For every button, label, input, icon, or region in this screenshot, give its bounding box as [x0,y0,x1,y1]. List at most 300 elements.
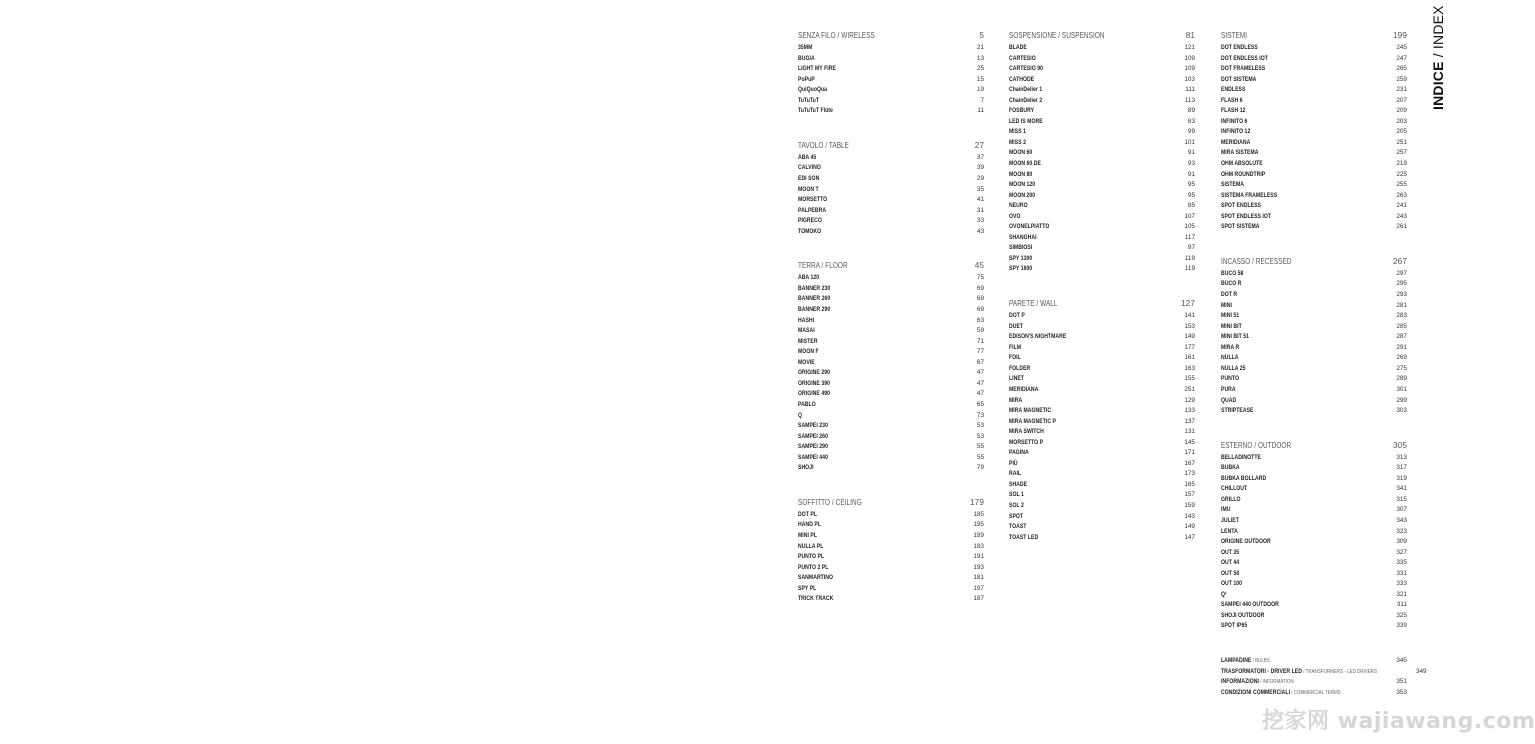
index-entry [1221,364,1407,375]
index-entry [798,584,984,595]
entry-name: SAMPEI 260 [798,432,828,440]
index-entry [1009,522,1195,533]
appendix-label-en: / BULBS [1251,658,1270,664]
entry-name: ORIGINE OUTDOOR [1221,538,1271,546]
entry-page-number: 203 [1396,117,1407,125]
entry-page-number: 307 [1396,506,1407,514]
appendix-label-it: TRASFORMATORI - DRIVER LED [1221,667,1302,675]
index-entry [1009,96,1195,107]
entry-page-number: 283 [1396,312,1407,320]
entry-page-number: 69 [976,306,984,314]
section-page-number: 45 [974,261,984,271]
index-section [798,138,984,237]
index-entry [1221,527,1407,538]
entry-page-number: 103 [1184,75,1195,83]
entry-name: BUGIA [798,54,815,62]
index-entry [1009,332,1195,343]
entry-name: PIGRECO [798,217,822,225]
entry-page-number: 79 [976,464,984,472]
index-entry [798,542,984,553]
entry-page-number: 53 [976,422,984,430]
entry-name: HASHI [798,316,815,324]
index-entry [798,552,984,563]
entry-page-number: 19 [976,86,984,94]
entry-page-number: 323 [1396,527,1407,535]
index-entry [1221,201,1407,212]
entry-name: OUT 58 [1221,569,1240,577]
index-entry [1009,480,1195,491]
entry-name: DOT P [1009,312,1025,320]
entry-name: SISTEMA [1221,181,1245,189]
entry-name: OVO [1009,212,1021,220]
index-entry [1009,343,1195,354]
entry-page-number: 341 [1396,485,1407,493]
index-entry [1221,43,1407,54]
entry-page-number: 243 [1396,212,1407,220]
entry-name: QUAD [1221,396,1237,404]
index-entry [1009,64,1195,75]
entry-page-number: 193 [973,563,984,571]
entry-name: PoPuP [798,75,815,83]
entry-name: SHADE [1009,480,1028,488]
entry-page-number: 73 [976,411,984,419]
entry-page-number: 47 [976,369,984,377]
entry-name: BANNER 260 [798,295,831,303]
index-entry [1009,406,1195,417]
index-entry [798,358,984,369]
index-section [1221,254,1407,417]
index-entry [1009,159,1195,170]
entry-page-number: 63 [976,316,984,324]
entry-page-number: 187 [973,595,984,603]
entry-name: SPOT [1009,512,1024,520]
entry-page-number: 245 [1396,44,1407,51]
index-entry [798,96,984,107]
index-entry [798,305,984,316]
entry-name: BUCO 58 [1221,269,1244,277]
entry-page-number: 263 [1396,191,1407,199]
index-entry [1009,180,1195,191]
index-entry [1221,385,1407,396]
entry-page-number: 117 [1184,233,1195,241]
entry-name: MOON T [798,185,819,193]
entry-name: MOON 80 [1009,170,1033,178]
entry-name: MOVIE [798,358,815,366]
entry-name: NULLA 25 [1221,364,1246,372]
appendix-list [1221,656,1427,698]
index-entry [798,64,984,75]
entry-name: CARTESIO [1009,54,1036,62]
entry-page-number: 141 [1184,312,1195,320]
entry-name: 35MM [798,44,813,51]
entry-name: ORIGINE 390 [798,379,830,387]
index-entry [798,174,984,185]
entry-page-number: 321 [1396,590,1407,598]
index-entry [1221,279,1407,290]
entry-name: HAND PL [798,521,822,529]
appendix-label [1221,656,1270,667]
entry-name: FOIL [1009,354,1021,362]
entry-page-number: 335 [1396,559,1407,567]
index-entry [798,379,984,390]
index-entry [1009,243,1195,254]
entry-page-number: 261 [1396,223,1407,231]
entry-name: EDI SON [798,175,820,183]
entry-page-number: 167 [1184,459,1195,467]
index-entry [1009,417,1195,428]
entry-name: TOAST LED [1009,533,1039,541]
entry-page-number: 55 [976,453,984,461]
entry-name: DOT SISTEMA [1221,75,1257,83]
index-entry [798,563,984,574]
index-entry [1009,127,1195,138]
entry-name: MINI BIT 51 [1221,333,1249,341]
appendix-page-number: 349 [1415,667,1427,675]
index-entry [1009,43,1195,54]
entry-name: GRILLO [1221,495,1241,503]
entry-name: BELLADINOTTE [1221,453,1261,461]
entry-name: PIÙ [1009,459,1018,467]
entry-name: INFINITO 6 [1221,117,1248,125]
entry-name: ENDLESS [1221,86,1246,94]
entry-page-number: 75 [976,274,984,282]
index-entry [1221,611,1407,622]
index-entry [1009,191,1195,202]
entry-page-number: 41 [976,196,984,204]
index-column-2 [1009,28,1195,543]
entry-name: MINI 51 [1221,312,1240,320]
appendix-page-number: 345 [1396,657,1407,664]
index-section [798,495,984,605]
index-entry [1221,54,1407,65]
entry-page-number: 85 [1187,202,1195,210]
entry-page-number: 105 [1184,223,1195,231]
entry-name: CARTESIO 90 [1009,65,1043,73]
index-entry [1221,117,1407,128]
index-entry [798,185,984,196]
entry-page-number: 33 [976,217,984,225]
entry-page-number: 93 [1187,160,1195,168]
section-title: INCASSO / RECESSED [1221,256,1292,266]
entry-name: TOMOKO [798,227,822,235]
entry-page-number: 53 [976,432,984,440]
section-heading [1009,28,1195,43]
entry-page-number: 129 [1184,396,1195,404]
index-entry [1221,396,1407,407]
entry-name: DOT ENDLESS [1221,44,1258,51]
entry-name: CATHODE [1009,75,1035,83]
index-entry [1009,459,1195,470]
index-entry [1221,138,1407,149]
appendix-label-it: CONDIZIONI COMMERCIALI [1221,688,1291,696]
entry-page-number: 195 [973,521,984,529]
index-entry [1009,469,1195,480]
index-entry [1221,600,1407,611]
entry-page-number: 109 [1184,54,1195,62]
entry-name: SOL 1 [1009,491,1024,499]
index-entry [1221,191,1407,202]
entry-page-number: 131 [1184,428,1195,436]
entry-page-number: 343 [1396,516,1407,524]
entry-name: SANMARTINO [798,574,834,582]
entry-page-number: 275 [1396,364,1407,372]
appendix-label-en: / COMMERCIAL TERMS [1290,689,1341,696]
entry-name: MINI BIT [1221,322,1242,330]
entry-page-number: 91 [1187,149,1195,157]
entry-name: MISTER [798,337,818,345]
entry-page-number: 205 [1396,128,1407,136]
index-entry [1009,138,1195,149]
entry-name: PURA [1221,385,1236,393]
entry-page-number: 171 [1184,449,1195,457]
index-entry [1009,385,1195,396]
index-entry [798,421,984,432]
index-entry [1221,64,1407,75]
entry-name: DOT ENDLESS IOT [1221,54,1268,62]
entry-name: ChainDelier 1 [1009,86,1043,94]
section-title: SOSPENSIONE / SUSPENSION [1009,31,1105,40]
entry-page-number: 291 [1396,343,1407,351]
index-entry [1221,516,1407,527]
index-entry [1009,533,1195,544]
entry-page-number: 39 [976,164,984,172]
entry-page-number: 119 [1184,265,1195,273]
index-entry [1009,201,1195,212]
entry-page-number: 189 [973,531,984,539]
watermark-text: 挖家网 wajiawang.com [1262,709,1535,734]
entry-page-number: 165 [1184,480,1195,488]
entry-name: DUET [1009,322,1024,330]
entry-name: BUCO R [1221,280,1242,288]
entry-name: MINI PL [798,531,818,539]
entry-name: MIRA [1009,396,1023,404]
index-entry [798,368,984,379]
entry-name: SOL 2 [1009,501,1024,509]
entry-name: SPOT SISTEMA [1221,223,1260,231]
section-heading [798,28,984,43]
entry-page-number: 149 [1184,523,1195,531]
entry-page-number: 247 [1396,54,1407,62]
section-title: ESTERNO / OUTDOOR [1221,440,1292,450]
entry-page-number: 137 [1184,417,1195,425]
index-entry [798,411,984,422]
appendix-entry [1221,688,1407,699]
entry-name: DOT R [1221,291,1238,299]
index-entry [1009,353,1195,364]
entry-page-number: 297 [1396,269,1407,277]
section-heading [1221,438,1407,453]
entry-page-number: 7 [980,96,984,104]
entry-page-number: 13 [976,54,984,62]
index-entry [798,531,984,542]
entry-name: SHANGHAI [1009,233,1037,241]
index-entry [798,85,984,96]
entry-page-number: 301 [1396,385,1407,393]
entry-page-number: 59 [976,327,984,335]
entry-page-number: 67 [976,358,984,366]
index-entry [1009,75,1195,86]
entry-name: NEURO [1009,202,1028,210]
entry-name: SAMPEI 290 [798,443,828,451]
index-entry [1221,621,1407,632]
entry-page-number: 11 [977,107,984,115]
index-entry [798,163,984,174]
entry-page-number: 269 [1396,354,1407,362]
entry-name: MOON 120 [1009,181,1036,189]
entry-name: TRICK TRACK [798,595,834,603]
entry-page-number: 31 [976,206,984,214]
entry-page-number: 43 [976,227,984,235]
entry-name: SPOT ENDLESS [1221,202,1261,210]
index-entry [1221,311,1407,322]
entry-page-number: 295 [1396,280,1407,288]
index-entry [798,216,984,227]
entry-name: BANNER 230 [798,284,831,292]
entry-page-number: 281 [1396,301,1407,309]
index-entry [1221,353,1407,364]
entry-name: MERIDIANA [1221,138,1251,146]
entry-name: SPY PL [798,584,817,592]
entry-name: NULLA [1221,354,1239,362]
entry-name: MORSETTO P [1009,438,1044,446]
entry-page-number: 47 [976,390,984,398]
index-entry [798,389,984,400]
entry-page-number: 69 [976,284,984,292]
entry-name: TOAST [1009,523,1027,531]
entry-page-number: 313 [1396,453,1407,461]
entry-page-number: 289 [1396,375,1407,383]
entry-name: TuTuTuT [798,96,820,104]
entry-name: OUT 100 [1221,580,1243,588]
index-entry [1221,212,1407,223]
entry-name: SPY 1300 [1009,254,1033,262]
entry-name: MISS 2 [1009,138,1027,146]
entry-page-number: 95 [1187,181,1195,189]
entry-name: CHILLOUT [1221,485,1248,493]
entry-name: DOT PL [798,510,817,518]
entry-page-number: 69 [976,295,984,303]
entry-page-number: 15 [976,75,984,83]
entry-name: PUNTO [1221,375,1240,383]
index-entry [1009,222,1195,233]
entry-name: MOON F [798,348,819,356]
entry-page-number: 285 [1396,322,1407,330]
entry-name: FOSBURY [1009,107,1035,115]
entry-page-number: 113 [1184,96,1195,104]
entry-name: SAMPEI 440 OUTDOOR [1221,601,1279,609]
entry-name: TuTuTuT Flûte [798,107,833,115]
index-entry [1221,453,1407,464]
entry-name: CALVINO [798,164,821,172]
entry-name: ChainDelier 2 [1009,96,1043,104]
index-entry [1221,505,1407,516]
entry-page-number: 71 [976,337,984,345]
section-title: SOFFITTO / CEILING [798,497,862,507]
index-entry [1009,148,1195,159]
index-entry [1009,448,1195,459]
entry-name: SHOJI [798,464,814,472]
index-entry [798,442,984,453]
section-page-number: 267 [1393,256,1407,266]
index-entry [1221,85,1407,96]
appendix-label [1221,667,1377,678]
entry-page-number: 185 [973,510,984,518]
entry-name: INFINITO 12 [1221,128,1251,136]
index-entry [1221,374,1407,385]
entry-page-number: 107 [1184,212,1195,220]
entry-name: MIRA SISTEMA [1221,149,1259,157]
entry-page-number: 77 [976,348,984,356]
index-entry [798,284,984,295]
section-page-number: 27 [974,140,984,150]
entry-name: SHOJI OUTDOOR [1221,611,1265,619]
entry-page-number: 219 [1396,160,1407,168]
section-title: SISTEMI [1221,31,1248,40]
entry-name: SPY 1600 [1009,265,1033,273]
entry-name: Q [798,411,803,419]
index-entry [1009,364,1195,375]
entry-page-number: 255 [1396,181,1407,189]
index-entry [798,432,984,443]
index-entry [798,316,984,327]
entry-name: SIMBIOSI [1009,244,1033,252]
index-entry [1009,170,1195,181]
entry-page-number: 99 [1187,128,1195,136]
entry-name: QuiQuoQua [798,86,828,94]
index-entry [1221,170,1407,181]
section-page-number: 179 [970,497,984,507]
entry-name: MIRA SWITCH [1009,428,1044,436]
entry-page-number: 319 [1396,474,1407,482]
entry-page-number: 111 [1185,86,1195,94]
entry-page-number: 317 [1396,464,1407,472]
index-entry [1221,579,1407,590]
index-entry [798,75,984,86]
section-page-number: 127 [1181,299,1195,309]
entry-page-number: 327 [1396,548,1407,556]
page-title: INDICE / INDEX [1430,5,1446,110]
entry-name: JULIET [1221,516,1239,524]
index-entry [1221,96,1407,107]
entry-name: MOON 200 [1009,191,1036,199]
entry-name: BLADE [1009,44,1027,51]
index-entry [798,573,984,584]
entry-page-number: 287 [1396,333,1407,341]
index-entry [798,326,984,337]
index-entry [798,227,984,238]
entry-page-number: 55 [976,443,984,451]
entry-page-number: 257 [1396,149,1407,157]
entry-page-number: 303 [1396,407,1407,415]
entry-page-number: 251 [1396,138,1407,146]
index-entry [1009,311,1195,322]
entry-page-number: 37 [976,153,984,161]
entry-page-number: 333 [1396,580,1407,588]
index-entry [1221,322,1407,333]
entry-page-number: 209 [1396,107,1407,115]
entry-page-number: 119 [1184,254,1195,262]
entry-page-number: 121 [1184,44,1195,51]
appendix-entry [1221,667,1427,678]
index-entry [1009,264,1195,275]
index-column-1 [798,28,984,605]
index-entry [798,195,984,206]
index-section [1009,28,1195,275]
appendix-page-number: 353 [1396,688,1407,696]
index-entry [1221,343,1407,354]
entry-page-number: 25 [976,65,984,73]
appendix-label-it: INFORMAZIONI [1221,678,1259,686]
